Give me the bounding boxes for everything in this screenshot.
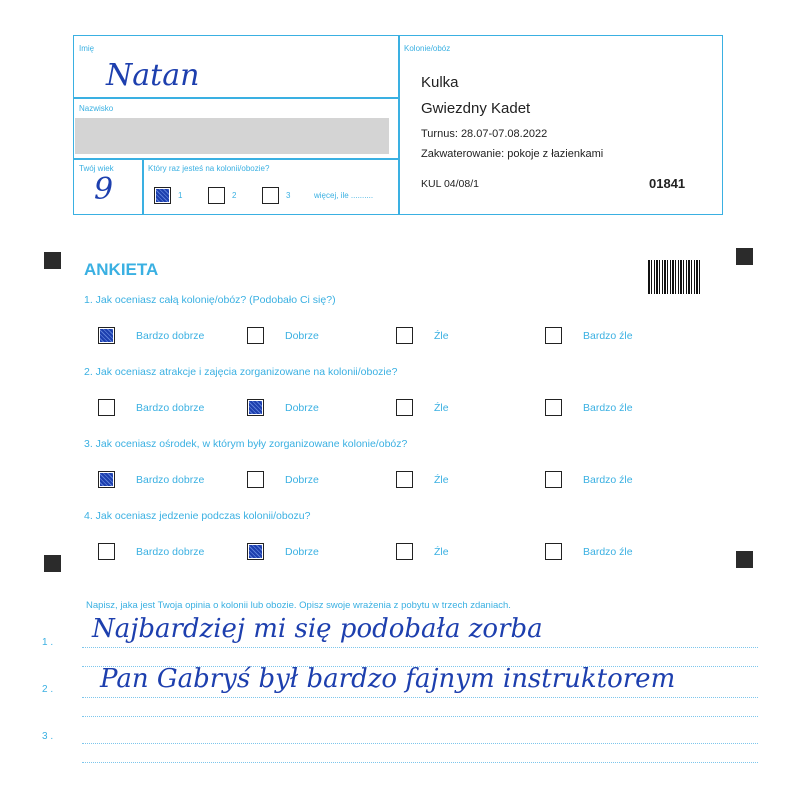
header-box <box>73 35 723 215</box>
opinion-dotted-line-1a <box>82 647 758 648</box>
question-4-option-2-label: Dobrze <box>285 546 319 558</box>
survey-title: ANKIETA <box>84 260 159 279</box>
opinion-line-1: Najbardziej mi się podobała zorba <box>92 614 543 644</box>
registration-mark-top-right <box>736 248 753 265</box>
question-3-option-3-label: Źle <box>434 474 449 486</box>
question-1-checkbox-4[interactable] <box>545 327 562 344</box>
times-option-3: 3 <box>286 191 291 200</box>
question-2-checkbox-2[interactable] <box>247 399 264 416</box>
question-2-checkbox-4[interactable] <box>545 399 562 416</box>
opinion-line-2: Pan Gabryś był bardzo fajnym instruktorem <box>100 664 676 694</box>
barcode <box>648 260 701 294</box>
question-2-option-1-label: Bardzo dobrze <box>136 402 205 414</box>
times-option-2: 2 <box>232 191 237 200</box>
question-1-option-3-label: Źle <box>434 330 449 342</box>
question-2-checkbox-1[interactable] <box>98 399 115 416</box>
registration-mark-bottom-left <box>44 555 61 572</box>
question-4-option-1-label: Bardzo dobrze <box>136 546 205 558</box>
question-3-text: 3. Jak oceniasz ośrodek, w którym były zorganizowane kolonie/obóz? <box>84 438 408 450</box>
camp-number: 01841 <box>649 176 686 191</box>
age-value: 9 <box>94 172 114 207</box>
question-4-checkbox-4[interactable] <box>545 543 562 560</box>
question-1-option-1-label: Bardzo dobrze <box>136 330 205 342</box>
question-2-option-4-label: Bardzo źle <box>583 402 633 414</box>
question-2-option-2-label: Dobrze <box>285 402 319 414</box>
question-3-option-4-label: Bardzo źle <box>583 474 633 486</box>
question-1-checkbox-1[interactable] <box>98 327 115 344</box>
opinion-dotted-line-3a <box>82 743 758 744</box>
times-more-label: więcej, ile .......... <box>314 191 374 200</box>
surname-label: Nazwisko <box>79 104 114 113</box>
question-4-checkbox-3[interactable] <box>396 543 413 560</box>
opinion-dotted-line-2b <box>82 716 758 717</box>
times-option-1: 1 <box>178 191 183 200</box>
turnus-text: Turnus: 28.07-07.08.2022 <box>421 128 548 140</box>
question-3-option-2-label: Dobrze <box>285 474 319 486</box>
question-3-option-1-label: Bardzo dobrze <box>136 474 205 486</box>
age-label: Twój wiek <box>79 164 114 173</box>
question-4-checkbox-2[interactable] <box>247 543 264 560</box>
opinion-dotted-line-2a <box>82 697 758 698</box>
question-1-checkbox-3[interactable] <box>396 327 413 344</box>
camp-label: Kolonie/obóz <box>404 44 451 53</box>
question-1-option-2-label: Dobrze <box>285 330 319 342</box>
opinion-line-number-2: 2 . <box>42 684 54 695</box>
question-4-option-4-label: Bardzo źle <box>583 546 633 558</box>
camp-code: KUL 04/08/1 <box>421 178 479 190</box>
name-value: Natan <box>106 58 200 93</box>
question-2-option-3-label: Źle <box>434 402 449 414</box>
question-2-text: 2. Jak oceniasz atrakcje i zajęcia zorganizowane na kolonii/obozie? <box>84 366 398 378</box>
question-3-checkbox-4[interactable] <box>545 471 562 488</box>
question-4-option-3-label: Źle <box>434 546 449 558</box>
question-1-checkbox-2[interactable] <box>247 327 264 344</box>
camp-name-1: Kulka <box>421 74 459 91</box>
name-label: Imię <box>79 44 95 53</box>
camp-name-2: Gwiezdny Kadet <box>421 100 531 117</box>
opinion-prompt: Napisz, jaka jest Twoja opinia o kolonii lub obozie. Opisz swoje wrażenia z pobytu w trzech zdaniach. <box>86 600 511 611</box>
question-4-checkbox-1[interactable] <box>98 543 115 560</box>
opinion-line-number-3: 3 . <box>42 731 54 742</box>
opinion-line-number-1: 1 . <box>42 637 54 648</box>
times-checkbox-3[interactable] <box>262 187 279 204</box>
question-2-checkbox-3[interactable] <box>396 399 413 416</box>
opinion-dotted-line-3b <box>82 762 758 763</box>
accommodation-text: Zakwaterowanie: pokoje z łazienkami <box>421 148 604 160</box>
question-3-checkbox-1[interactable] <box>98 471 115 488</box>
times-checkbox-2[interactable] <box>208 187 225 204</box>
question-3-checkbox-3[interactable] <box>396 471 413 488</box>
times-label: Który raz jesteś na kolonii/obozie? <box>148 164 270 173</box>
question-3-checkbox-2[interactable] <box>247 471 264 488</box>
registration-mark-top-left <box>44 252 61 269</box>
times-checkbox-1[interactable] <box>154 187 171 204</box>
question-1-option-4-label: Bardzo źle <box>583 330 633 342</box>
registration-mark-bottom-right <box>736 551 753 568</box>
question-1-text: 1. Jak oceniasz całą kolonię/obóz? (Podobało Ci się?) <box>84 294 336 306</box>
surname-redaction <box>75 118 389 154</box>
question-4-text: 4. Jak oceniasz jedzenie podczas kolonii/obozu? <box>84 510 311 522</box>
